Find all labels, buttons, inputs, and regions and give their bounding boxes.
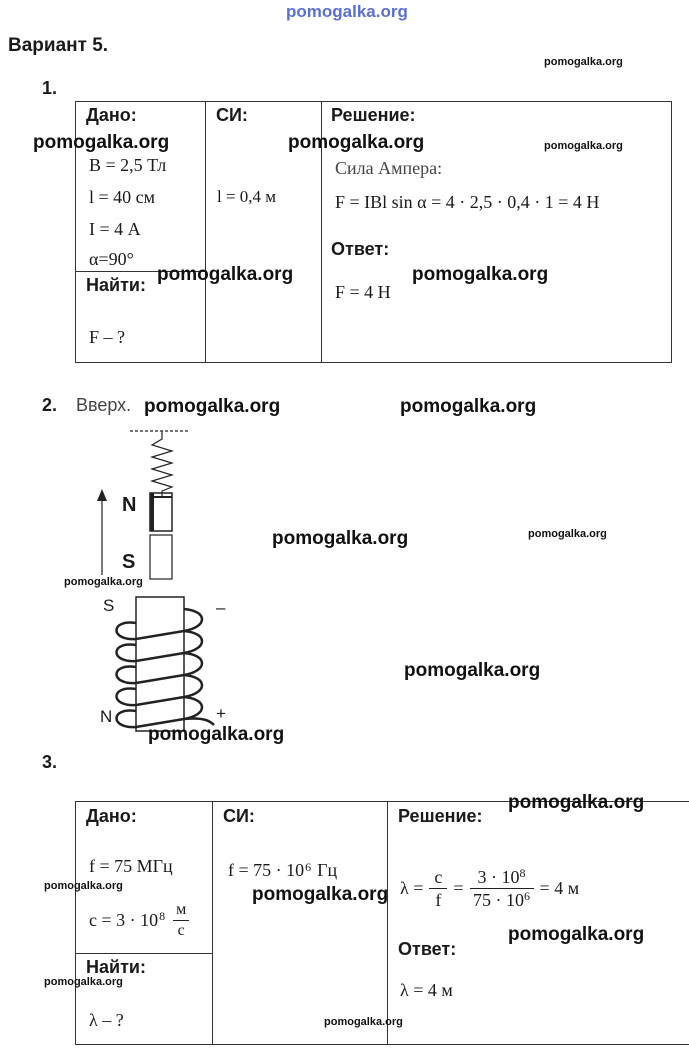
task1-si-value: l = 0,4 м <box>217 187 277 206</box>
watermark: pomogalka.org <box>144 396 281 417</box>
task1-answer-header: Ответ: <box>331 239 390 259</box>
watermark: pomogalka.org <box>400 396 537 417</box>
watermark: pomogalka.org <box>44 976 123 988</box>
task3-formula: λ = c f = 3 · 10 8 75 · 10 6 = 4 м <box>400 865 580 910</box>
watermark: pomogalka.org <box>508 924 645 945</box>
watermark: pomogalka.org <box>508 792 645 813</box>
coil-plus-sign: + <box>216 704 226 723</box>
coil-s-label: S <box>103 596 115 615</box>
watermark: pomogalka.org <box>288 132 425 153</box>
task1-solution-label: Сила Ампера: <box>335 158 443 178</box>
task1-given-i: I = 4 А <box>89 219 141 239</box>
task3-given-f: f = 75 МГц <box>89 856 173 876</box>
watermark: pomogalka.org <box>252 884 389 905</box>
watermark: pomogalka.org <box>64 576 143 588</box>
magnet-n-edge <box>150 493 154 531</box>
task1-find-value: F – ? <box>89 327 125 347</box>
task1-formula: F = IBl sin α = 4 · 2,5 · 0,4 · 1 = 4 Н <box>335 192 600 212</box>
c-unit-fraction: м с <box>173 900 189 941</box>
task1-given-l: l = 40 см <box>89 187 156 207</box>
watermark: pomogalka.org <box>272 528 409 549</box>
task3-find-header: Найти: <box>86 957 146 977</box>
watermark: pomogalka.org <box>528 528 607 540</box>
task1-si-header: СИ: <box>216 105 248 125</box>
watermark: pomogalka.org <box>148 724 285 745</box>
coil-n-label: N <box>100 707 113 726</box>
magnet-s-part <box>150 535 172 579</box>
up-arrow-icon <box>97 489 107 501</box>
watermark: pomogalka.org <box>544 56 623 68</box>
task3-si-value: f = 75 · 10 6 Гц <box>228 860 338 880</box>
page-title: Вариант 5. <box>8 35 109 56</box>
watermark: pomogalka.org <box>404 660 541 681</box>
task1-given-alpha: α=90° <box>89 249 134 269</box>
watermark: pomogalka.org <box>544 140 623 152</box>
spring-icon <box>152 431 172 497</box>
task1-given-b: B = 2,5 Тл <box>89 155 167 175</box>
magnet-n-label: N <box>122 494 137 516</box>
frac-c-over-f: c f <box>429 866 447 911</box>
task2-answer: Вверх. <box>76 395 132 415</box>
task3-si-header: СИ: <box>223 806 255 826</box>
task3-answer-value: λ = 4 м <box>400 980 453 1000</box>
magnet-s-label: S <box>122 551 136 573</box>
watermark: pomogalka.org <box>412 264 549 285</box>
task1-answer-value: F = 4 Н <box>335 282 391 302</box>
watermark: pomogalka.org <box>33 132 170 153</box>
task1-number: 1. <box>42 78 58 98</box>
coil-minus-sign: – <box>216 598 226 617</box>
task3-given-c: c = 3 · 10 $^8$ м с <box>89 892 189 948</box>
task3-solution-header: Решение: <box>398 806 483 826</box>
task3-find-value: λ – ? <box>89 1010 124 1030</box>
task3-number: 3. <box>42 752 58 772</box>
task2-number: 2. <box>42 395 58 415</box>
frac-numeric: 3 · 10 8 75 · 10 6 <box>470 866 534 911</box>
task3-answer-header: Ответ: <box>398 939 457 959</box>
task1-given-header: Дано: <box>86 105 137 125</box>
watermark: pomogalka.org <box>44 880 123 892</box>
watermark: pomogalka.org <box>157 264 294 285</box>
task1-find-header: Найти: <box>86 275 146 295</box>
watermark: pomogalka.org <box>324 1016 403 1028</box>
watermark-top: pomogalka.org <box>286 2 408 21</box>
coil-windings <box>117 609 215 727</box>
coil-core <box>136 597 184 731</box>
task1-solution-header: Решение: <box>331 105 416 125</box>
task3-given-header: Дано: <box>86 806 137 826</box>
